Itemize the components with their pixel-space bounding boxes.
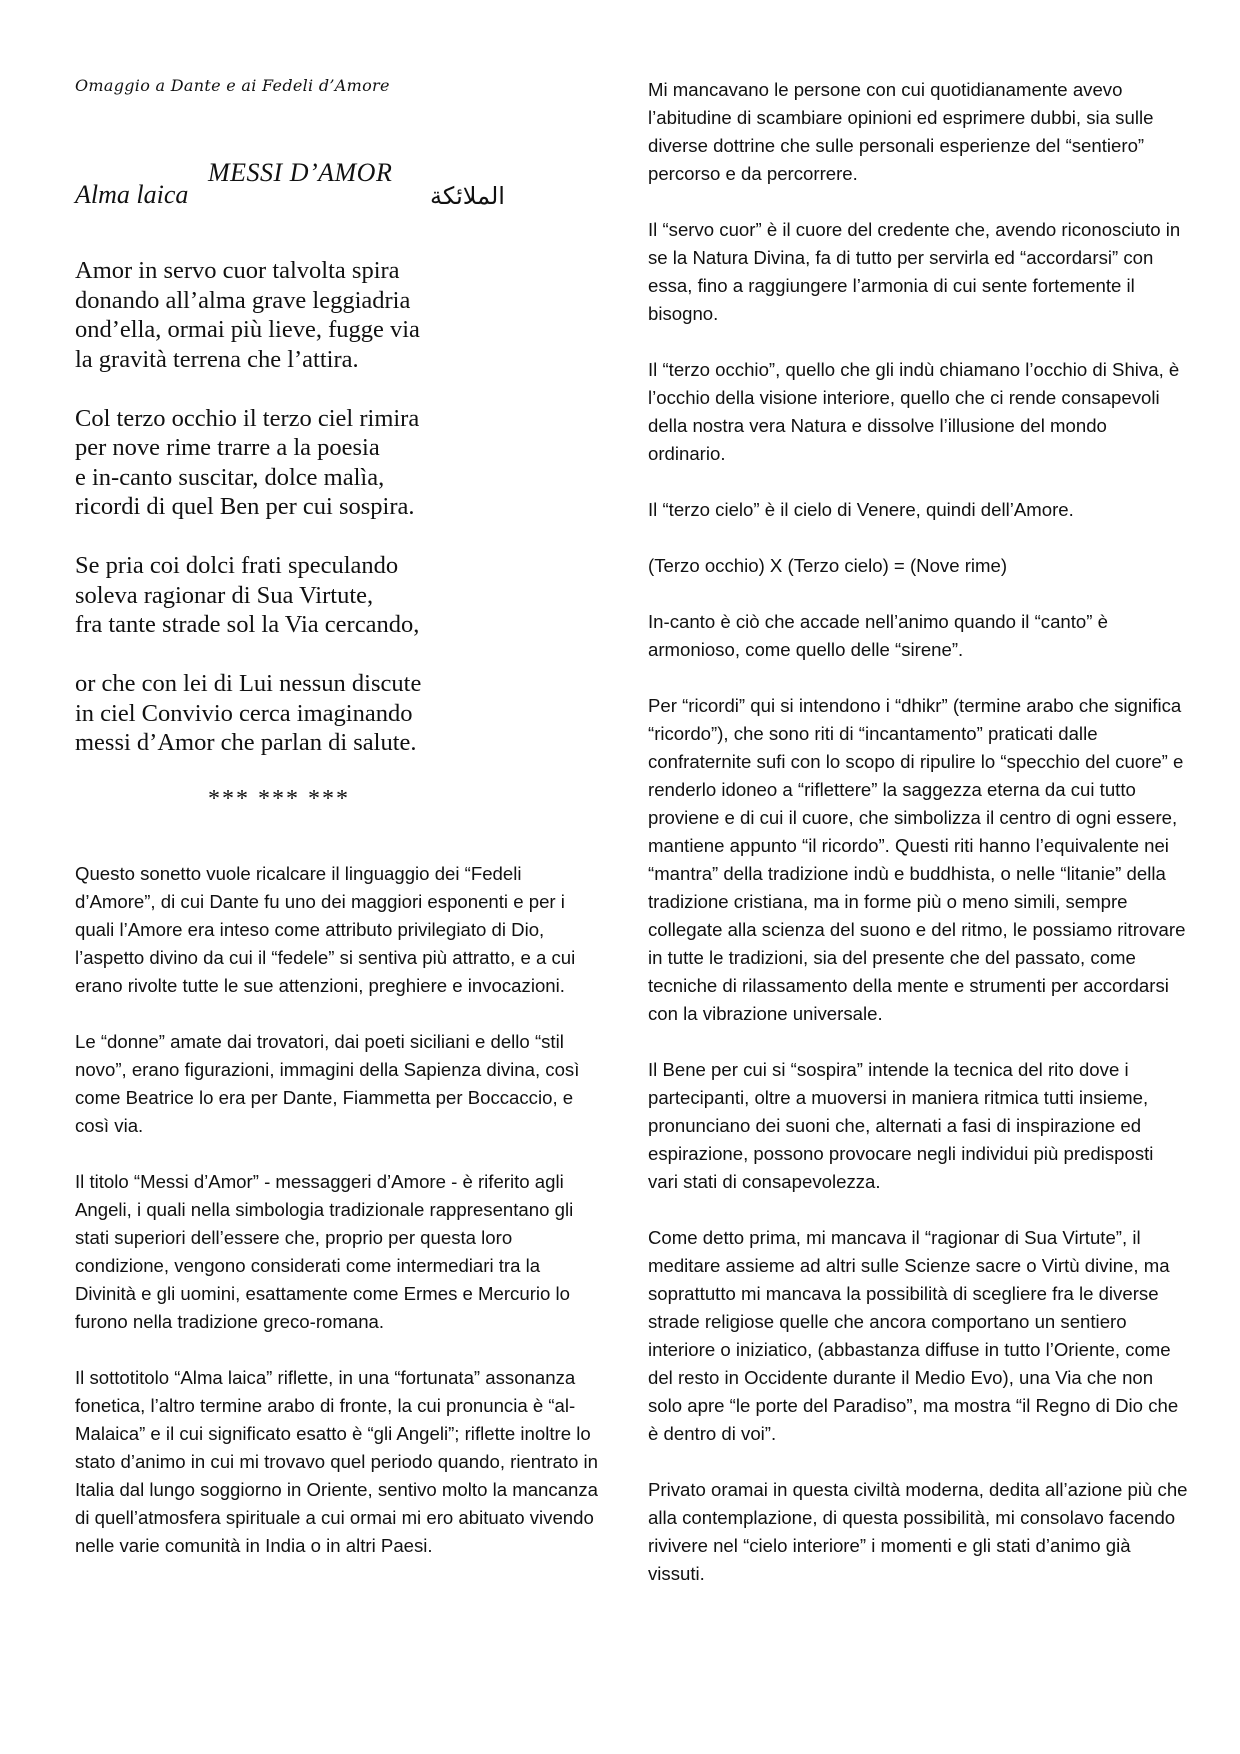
commentary-paragraph: Il titolo “Messi d’Amor” - messaggeri d’Amore - è riferito agli Angeli, i quali nella simbologia tradizionale rappresentano gli stati superiori dell’essere che, proprio per questa loro condizione, vengono considerati come intermediari tra la Divinità e gli uomini, esattamente come Ermes e Mercurio lo furono nella tradizione greco-romana. bbox=[75, 1171, 574, 1332]
poem-subtitle: Alma laica bbox=[75, 180, 189, 209]
verse-line: donando all’alma grave leggiadria bbox=[75, 286, 411, 314]
commentary-paragraph: In-canto è ciò che accade nell’animo quando il “canto” è armonioso, come quello delle “sirene”. bbox=[648, 611, 1108, 660]
arabic-word: الملائكة bbox=[430, 182, 505, 210]
verse-line: in ciel Convivio cerca imaginando bbox=[75, 699, 413, 727]
verse-line: Col terzo occhio il terzo ciel rimira bbox=[75, 404, 420, 432]
verse-line: Se pria coi dolci frati speculando bbox=[75, 552, 399, 579]
page-header: Omaggio a Dante e ai Fedeli d’Amore bbox=[75, 76, 390, 95]
commentary-left bbox=[75, 860, 605, 1588]
sonnet bbox=[75, 256, 595, 787]
stanza bbox=[75, 256, 595, 374]
commentary-paragraph: Il “terzo occhio”, quello che gli indù chiamano l’occhio di Shiva, è l’occhio della visione interiore, quello che ci rende consapevoli della nostra vera Natura e dissolve l’illusione del mondo ordinario. bbox=[648, 359, 1180, 464]
commentary-paragraph: Privato oramai in questa civiltà moderna, dedita all’azione più che alla contemplazione, di questa possibilità, mi consolavo facendo rivivere nel “cielo interiore” i momenti e gli stati d’animo già vissuti. bbox=[648, 1479, 1188, 1584]
verse-line: per nove rime trarre a la poesia bbox=[75, 434, 380, 461]
verse-line: or che con lei di Lui nessun discute bbox=[75, 670, 422, 697]
commentary-paragraph: Mi mancavano le persone con cui quotidianamente avevo l’abitudine di scambiare opinioni ed esprimere dubbi, sia sulle diverse dottrine che sulle personali esperienze del “sentiero” percorso e da percorrere. bbox=[648, 79, 1154, 184]
verse-line: messi d’Amor che parlan di salute. bbox=[75, 729, 417, 756]
verse-line: fra tante strade sol la Via cercando, bbox=[75, 611, 420, 638]
commentary-paragraph: (Terzo occhio) X (Terzo cielo) = (Nove rime) bbox=[648, 555, 1008, 576]
commentary-paragraph: Il Bene per cui si “sospira” intende la tecnica del rito dove i partecipanti, oltre a muoversi in maniera ritmica tutti insieme, pronunciano dei suoni che, alternati a fasi di inspirazione ed espirazione, possono provocare negli individui più predisposti vari stati di consapevolezza. bbox=[648, 1059, 1154, 1192]
verse-line: ricordi di quel Ben per cui sospira. bbox=[75, 493, 415, 520]
commentary-paragraph: Il “terzo cielo” è il cielo di Venere, quindi dell’Amore. bbox=[648, 499, 1074, 520]
section-separator: *** *** *** bbox=[208, 786, 350, 812]
commentary-paragraph: Questo sonetto vuole ricalcare il linguaggio dei “Fedeli d’Amore”, di cui Dante fu uno dei maggiori esponenti e per i quali l’Amore era inteso come attributo privilegiato di Dio, l’aspetto divino da cui il “fedele” si sentiva più attratto, e a cui erano rivolte tutte le sue attenzioni, preghiere e invocazioni. bbox=[75, 863, 576, 996]
poem-title: MESSI D’AMOR bbox=[208, 158, 393, 187]
stanza bbox=[75, 669, 595, 758]
commentary-paragraph: Il sottotitolo “Alma laica” riflette, in una “fortunata” assonanza fonetica, l’altro termine arabo di fronte, la cui pronuncia è “al-Malaica” e il cui significato esatto è “gli Angeli”; riflette inoltre lo stato d’animo in cui mi trovavo quel periodo quando, rientrato in Italia dal lungo soggiorno in Oriente, sentivo molto la mancanza di quell’atmosfera spirituale a cui ormai mi ero abituato vivendo nelle varie comunità in India o in altri Paesi. bbox=[75, 1367, 598, 1556]
verse-line: Amor in servo cuor talvolta spira bbox=[75, 257, 400, 284]
commentary-paragraph: Il “servo cuor” è il cuore del credente che, avendo riconosciuto in se la Natura Divina, fa di tutto per servirla ed “accordarsi” con essa, fino a raggiungere l’armonia di cui sente fortemente il bisogno. bbox=[648, 219, 1181, 324]
commentary-right bbox=[648, 76, 1188, 1616]
verse-line: la gravità terrena che l’attira. bbox=[75, 345, 359, 373]
verse-line: soleva ragionar di Sua Virtute, bbox=[75, 581, 374, 609]
commentary-paragraph: Le “donne” amate dai trovatori, dai poeti siciliani e dello “stil novo”, erano figurazioni, immagini della Sapienza divina, così come Beatrice lo era per Dante, Fiammetta per Boccaccio, e così via. bbox=[75, 1031, 580, 1136]
verse-line: ond’ella, ormai più lieve, fugge via bbox=[75, 316, 420, 343]
stanza bbox=[75, 404, 595, 522]
commentary-paragraph: Per “ricordi” qui si intendono i “dhikr” (termine arabo che significa “ricordo”), che sono riti di “incantamento” praticati dalle confraternite sufi con lo scopo di ripulire lo “specchio del cuore” e renderlo idoneo a “riflettere” la saggezza eterna da cui tutto proviene e di cui il cuore, che simbolizza il centro di ogni essere, mantiene appunto “il ricordo”. Questi riti hanno l’equivalente nei “mantra” della tradizione indù e buddhista, o nelle “litanie” della tradizione cristiana, ma in forme più o meno simili, sempre collegate alla scienza del suono e del ritmo, le possiamo ritrovare in tutte le tradizioni, sia del presente che del passato, come tecniche di rilassamento della mente e strumenti per accordarsi con la vibrazione universale. bbox=[648, 695, 1186, 1024]
verse-line: e in-canto suscitar, dolce malìa, bbox=[75, 463, 385, 491]
commentary-paragraph: Come detto prima, mi mancava il “ragionar di Sua Virtute”, il meditare assieme ad altri sulle Scienze sacre o Virtù divine, ma soprattutto mi mancava la possibilità di scegliere fra le diverse strade religiose quelle che ancora comportano un sentiero interiore o iniziatico, (abbastanza diffuse in tutto l’Oriente, come del resto in Occidente durante il Medio Evo), una Via che non solo apre “le porte del Paradiso”, ma mostra “il Regno di Dio che è dentro di voi”. bbox=[648, 1227, 1179, 1444]
stanza bbox=[75, 551, 595, 640]
